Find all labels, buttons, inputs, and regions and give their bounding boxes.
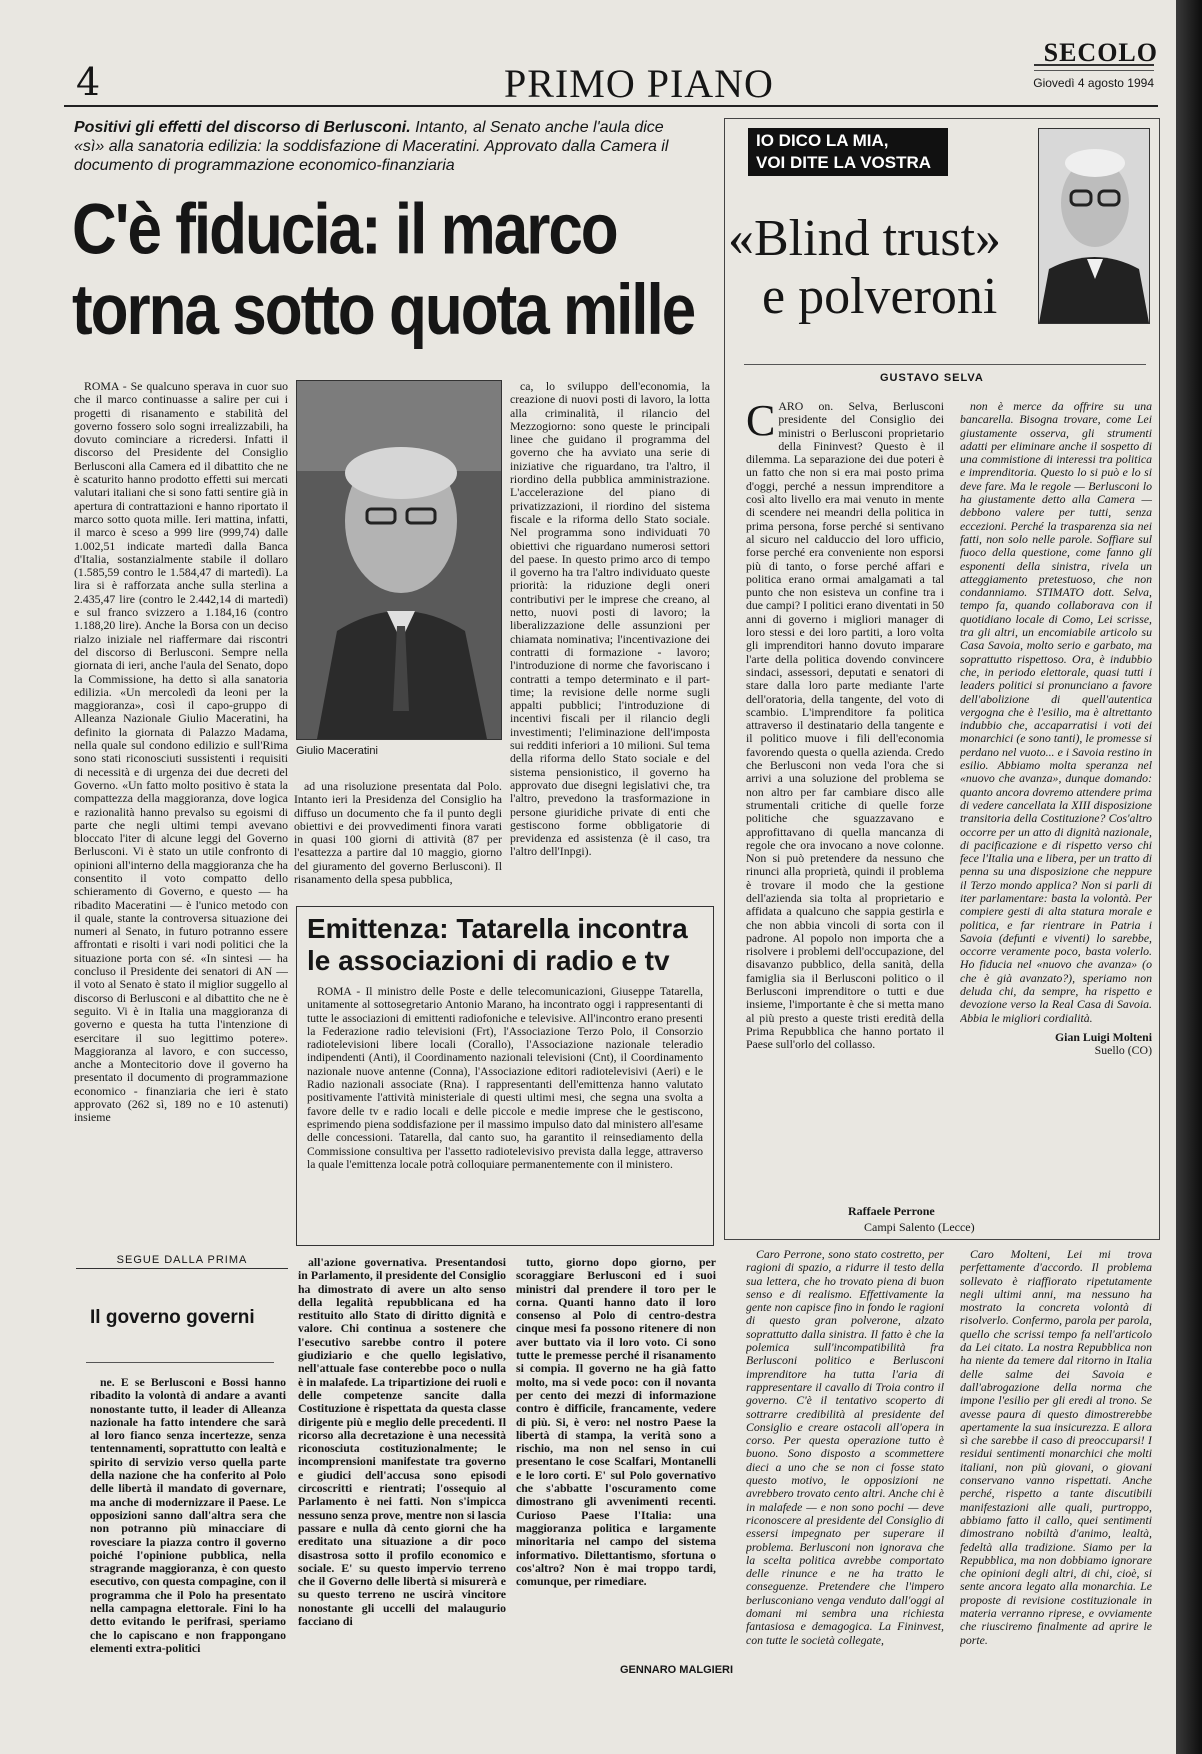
continued-text: ne. E se Berlusconi e Bossi hanno ribadito la volontà di andare a avanti nonostante tutto, il leader di Alleanza nazionale ha fatto intendere che sarà al loro fianco senza incertezze, senza tentennamenti, soprattutto con lealtà e spirito di servizio verso quella parte della nazione che ha conferito al Polo delle libertà il mandato di governare, ma anche di modernizzare il Paese. Le opposizioni sanno dall'altra sera che non potranno più minacciare di rovesciare la piazza contro il governo poiché l'opinione pubblica, nella stragrande maggioranza, è con questo esecutivo, con questa compagine, con il programma che il Polo ha presentato nella campagna elettorale. Fini lo ha detto evitando le perifrasi, speriamo che lo capiscano e non frappongano elementi extra-politici [90, 1376, 286, 1655]
continued-headline: Il governo governi [90, 1307, 255, 1328]
article-column-3 [510, 380, 710, 898]
reply-column [960, 400, 1152, 1230]
article-kicker [74, 118, 674, 175]
kicker-text: Intanto, al Senato anche l'aula dice «sì» alla sanatoria edilizia: la soddisfazione di Maceratini. Approvato dalla Camera il documento di programmazione economico-finanziaria [74, 119, 669, 174]
selva-portrait-illustration [1039, 129, 1149, 323]
continued-column-1 [90, 1376, 286, 1716]
opinion-title-line-1: «Blind trust» [728, 210, 1002, 267]
reply-signer-place: Suello (CO) [1094, 1043, 1152, 1058]
issue-date: Giovedì 4 agosto 1994 [1033, 76, 1154, 90]
opinion-headline [728, 210, 1001, 326]
continued-column-2 [298, 1256, 506, 1716]
continued-text: all'azione governativa. Presentandosi in Parlamento, il presidente del Consiglio ha dimostrato di avere un alto senso della legalità repubblicana ed ha restituito allo Stato di diritto dignità e valore. Chi continua a sostenere che l'esecutivo sarebbe contro il potere giudiziario e che quello legislativo, nell'attuale fase conterebbe poco o nulla è in malafede. La tripartizione dei ruoli e delle competenze sancite dalla Costituzione è rispettata da questa classe dirigente più e meglio delle precedenti. Il ricorso alla decretazione è una necessità riconosciuta costituzionalmente; le incomprensioni manifestate tra governo e giudici dell'accusa sono episodi circoscritti e rientrati; l'ossequio al Parlamento è nei fatti. Non s'impicca nessuno senza prove, mentre non si lascia passare e nulla dà cento giorni che ha ereditato una situazione a dir poco disastrosa sotto il profilo economico e sociale. E' su questo impervio terreno che il Governo delle libertà si misurerà e su questo terreno ne uscirà vincitore nonostante gli uccelli del malaugurio facciano di [298, 1256, 506, 1629]
selva-photo [1038, 128, 1150, 324]
newspaper-name: SECOLO [1043, 38, 1158, 67]
portrait-illustration [297, 381, 501, 739]
headline-line-2: torna sotto quota mille [72, 270, 695, 350]
letter-text: ARO on. Selva, Berlusconi presidente del Consiglio dei ministri o Berlusconi proprietario della Fininvest? Questo è il dilemma. La separazione dei due poteri è un fatto che non si era mai posto prima d'oggi, perché a nessun imprenditore a così alto livello era mai venuto in mente di scendere nei meandri della politica in prima persona, forse perché si sentivano al sicuro nel calduccio del loro ufficio, forse perché era conveniente non esporsi più di tanto, o forse perché affari e politica erano ormai amalgamati a tal punto che non esisteva un confine tra i due campi? I politici erano diventati in 50 anni di governo i migliori manager di loro stessi e dei loro partiti, a loro volta gli imprenditori hanno dovuto imparare l'arte della politica dovendo convincere sindaci, assessori, deputati e senatori di stare dalla loro parte mediante l'arte dell'oratoria, della tangente, del voto di scambio. L'imprenditore fa politica attraverso il destinatario della tangente e il politico muove i fili dell'economia favorendo questa o quella azienda. Credo che Berlusconi non veda l'ora che si arrivi a una soluzione del problema se non altro per far cambiare disco alle strumentali critiche di quelle forze politiche che sguazzavano e approfittavano di quella mancanza di regole che ora invocano a nove colonne. Non si può pretendere da nessuno che rinunci alla proprietà, quindi il problema è trovare il modo che la gestione dell'azienda sia tolta al proprietario e affidata a qualcuno che sappia gestirla e che non abbia vincoli di sorta con il padrone. Al popolo non importa che a risolvere i problemi dell'occupazione, del disavanzo pubblico, della sanità, della famiglia sia il Berlusconi politico o il Berlusconi imprenditore o tutti e due insieme, l'importante è che si metta mano al più presto a queste tristi eredità della Prima Repubblica che hanno portato il Paese sull'orlo del collasso. [746, 400, 944, 1052]
continued-text: tutto, giorno dopo giorno, per scoraggiare Berlusconi ed i suoi ministri dal prendere il toro per le corna. Quanti hanno dato il loro consenso al Polo di centro-destra cinque mesi fa possono ritenere di non aver buttato via il loro voto. Ci sono tutte le premesse perché il risanamento si compia. Il governo ne ha già fatto molto, ma si vede poco: con il novanta per cento dei mezzi di informazione contro è difficile, francamente, vedere di più. Si, è vero: nel nostro Paese la libertà di stampa, la verità sono a rischio, ma non nel senso in cui presentano le cose Scalfari, Montanelli e le loro corti. E' sul Polo governativo che s'abbatte l'oscuramento come dimostrano gli avvenimenti recenti. Curioso Paese l'Italia: una maggioranza politica e largamente minoritaria nel campo del sistema informativo. Dilettantismo, sfortuna o cos'altro? Non è mai troppo tardi, comunque, per rimediare. [516, 1256, 716, 1589]
newspaper-logo-rule [1034, 64, 1154, 71]
maceratini-photo [296, 380, 502, 740]
rubric-header [748, 128, 948, 176]
reply-perrone-column [746, 1248, 944, 1718]
box-headline: Emittenza: Tatarella incontra le associazioni di radio e tv [307, 913, 688, 976]
kicker-bold: Positivi gli effetti del discorso di Berlusconi. [74, 119, 411, 136]
page-binding [1176, 0, 1202, 1754]
headline-line-1: C'è fiducia: il marco [72, 190, 617, 270]
opinion-rule [744, 364, 1146, 365]
letter-signer-place: Campi Salento (Lecce) [864, 1220, 975, 1234]
rubric-line-1: IO DICO LA MIA, [756, 131, 889, 150]
photo-caption: Giulio Maceratini [296, 745, 378, 757]
continued-label: SEGUE DALLA PRIMA [76, 1254, 288, 1269]
box-text: ROMA - Il ministro delle Poste e delle telecomunicazioni, Giuseppe Tatarella, unitamente al sottosegretario Antonio Marano, ha incontrato oggi i rappresentanti di tutte le associazioni di emittenti radiofoniche e televisive. All'incontro erano presenti la Federazione radio televisioni (Frt), l'Associazione Terzo Polo, il Consorzio radiotelevisioni libere locali (Corallo), l'Associazione nazionale teleradio indipendenti (Anti), il Coordinamento nazionali televisioni (Cnt), il Coordinamento nazionale nuove antenne (Conna), l'Associazione editori radiotelevisivi (Aeri) e le Radio nazionali associate (Rna). I rappresentanti dell'emittenza hanno valutato positivamente l'attività ministeriale di questi ultimi mesi, che segna una svolta a favore delle tv e radio locali e delle piccole e medie imprese che le gestiscono, esprimendo piena soddisfazione per il massimo impulso dato dal ministero all'esame delle concessioni. Tatarella, dal canto suo, ha garantito il reinsediamento della Commissione consultiva per l'assetto radiotelevisivo prevista dalla legge, attraverso la quale l'emittenza locale potrà colloquiare permanentemente con il ministero. [307, 985, 703, 1171]
opinion-byline: GUSTAVO SELVA [880, 372, 984, 384]
opinion-title-line-2: e polveroni [762, 268, 998, 325]
page-number: 4 [76, 60, 101, 104]
article-column-2 [294, 780, 502, 898]
article-column-1 [74, 380, 288, 1248]
reply-perrone-text: Caro Perrone, sono stato costretto, per ragioni di spazio, a ridurre il testo della sua lettera, che ho trovato piena di buon senso e di realismo. Effettivamente la gente non capisce fino in fondo le ragioni di questo gran polverone, alzato soprattutto dalla sinistra. Il fatto è che la polemica sull'incompatibilità fra Berlusconi politico e Berlusconi imprenditore ha tutta l'aria di rappresentare il cavallo di Troia contro il governo. C'è il tentativo scoperto di sottrarre credibilità al presidente del Consiglio e creare ostacoli all'opera in corso. Per questa operazione tutto è buono. Sono disposto a scommettere dieci a uno che se non ci fosse stato questo motivo, le opposizioni ne avrebbero trovato cento altri. Anche chi è in malafede — e non sono pochi — deve riconoscere al presidente del Consiglio di essersi impegnato per superare il problema. Berlusconi non ignorava che la scelta politica avrebbe comportato delle rinunce e ne ha tratto le conseguenze. Pretendere che l'impero berlusconiano venga venduto dall'oggi al domani mi sembra una richiesta fantasiosa e demagogica. La Fininvest, con tutte le società collegate, [746, 1248, 944, 1647]
main-headline [72, 190, 712, 351]
box-body [307, 985, 703, 1235]
article-text: ca, lo sviluppo dell'economia, la creazione di nuovi posti di lavoro, la lotta alla criminalità, il rilancio del Mezzogiorno: sono queste le principali linee che guidano il programma del governo che ha avviato una serie di iniziative che riguardano, tra l'altro, il riordino della pubblica amministrazione. L'accelerazione del piano di privatizzazioni, il riordino del sistema fiscale e la riforma dello Stato sociale. Nel programma sono individuati 70 obiettivi che riguardano numerosi settori del paese. In questo primo arco di tempo il governo ha tra l'altro individuato queste priorità: la riduzione degli oneri contributivi per le imprese che creano, al netto, nuovi posti di lavoro; la liberalizzazione delle assunzioni per chiamata nominativa; l'incentivazione dei contratti di formazione - lavoro; l'introduzione di norme che favoriscano i contratti a tempo determinato e il part-time; la revisione delle norme sugli appalti pubblici; l'introduzione di incentivi fiscali per il rilancio degli investimenti; l'eliminazione dell'imposta sui redditi inferiori a 10 milioni. Sul tema della riforma dello Stato sociale e del sistema pensionistico, il governo ha approvato due disegni legislativi che, tra l'altro, prevedono la trasformazione in persone giuridiche private di enti che gestiscono forme obbligatorie di previdenza ed assistenza (è il caso, tra l'altro dell'Inpgi). [510, 380, 710, 859]
article-text: ad una risoluzione presentata dal Polo. Intanto ieri la Presidenza del Consiglio ha diffuso un documento che fa il punto degli obiettivi e dei provvedimenti finora varati in quasi 100 giorni di attività (87 per l'esattezza a partire dal 10 maggio, giorno del giuramento del governo Berlusconi). Il risanamento della spesa pubblica, [294, 780, 502, 887]
reply-molteni-column [960, 1248, 1152, 1718]
reply-signer: Gian Luigi Molteni [1054, 1029, 1152, 1044]
letter-signer: Raffaele Perrone [848, 1204, 935, 1218]
header-rule [64, 105, 1158, 107]
reply-molteni-text: Caro Molteni, Lei mi trova perfettamente d'accordo. Il problema sollevato è riaffiorato ripetutamente negli ultimi anni, ma nessuno ha mostrato la concreta volontà di risolverlo. Confermo, parola per parola, quello che scrissi tempo fa nell'articolo da Lei citato. La nostra Repubblica non ha niente da temere dal ritorno in Italia delle salme dei Savoia e dall'abrogazione della norma che impone l'esilio per gli eredi al trono. Se avesse paura di questo dimostrerebbe apertamente la sua insicurezza. E allora sì che sarebbe il caso di preoccuparsi! I residui sentimenti monarchici che molti italiani, non più giovani, o giovani conservano vanno rispettati. Anche perché, rispetto a tante discutibili manifestazioni alle quali, purtroppo, abbiamo fatto il callo, quei sentimenti dimostrano nobiltà d'animo, lealtà, fedeltà alla tradizione. Siamo per la Repubblica, ma non dobbiamo ignorare che opinioni degli altri, di chi, cioè, si sente ancora legato alla monarchia. Le proposte di revisione costituzionale in materia verranno riprese, e ovviamente che riusciremo finalmente ad aprire le porte. [960, 1248, 1152, 1647]
emittenza-box [296, 906, 714, 1246]
continued-column-3 [516, 1256, 716, 1654]
rubric-line-2: VOI DITE LA VOSTRA [756, 153, 932, 172]
section-title: PRIMO PIANO [504, 61, 774, 106]
drop-cap: C [746, 400, 776, 445]
reply-text: non è merce da offrire su una bancarella. Bisogna trovare, come Lei giustamente osserva, gli strumenti adatti per eliminare anche il sospetto di una commistione di interessi tra politica e imprenditoria. Questo lo si può e lo si deve fare. Ma le regole — Berlusconi lo ha giustamente detto alla Camera — debbono valere per tutti, senza eccezioni. Perché la trasparenza sia nei fatti, non solo nelle parole. Soffiare sul fuoco della questione, come fanno gli esponenti della sinistra, rivela un atteggiamento pretestuoso, che non condanniamo. STIMATO dott. Selva, tempo fa, quando collaborava con il quotidiano locale di Como, Lei scrisse, tra gli altri, un encomiabile articolo su Casa Savoia, molto serio e garbato, ma soprattutto rispettoso. Ora, è indubbio che, in periodo elettorale, quasi tutti i leaders politici si pronunciano a favore dell'abolizione di quell'autentica vergogna che è l'esilio, ma è altrettanto indubbio che, accaparratisi i voti dei monarchici (e sono tanti), le promesse si perdano nel vuoto... e i Savoia restino in esilio. Abbiamo molta speranza nel «nuovo che avanza», dunque domando: quanto ancora dovremo attendere prima di vedere cancellata la XIII disposizione transitoria della Costituzione? Cos'altro occorre per un atto di dignità nazionale, di pacificazione e di rispetto verso chi fece l'Italia una e libera, per un tratto di penna su una disposizione che neppure il Terzo mondo applica? Non si parli di iter parlamentare: basta la volontà. Per compiere gesti di alta statura morale e politica, e far rientrare in Patria i Savoia (defunti e viventi) lo sarebbe, occorre veramente poco, basta volerlo. Ho fiducia nel «nuovo che avanza» (o che è già avanzato?), speriamo non deluda chi, da sempre, ha rispetto e devozione verso la Real Casa di Savoia. Abbia le migliori cordialità. [960, 400, 1152, 1025]
letter-column [746, 400, 944, 1200]
continued-signer: GENNARO MALGIERI [620, 1664, 734, 1676]
continued-rule [86, 1362, 274, 1363]
article-text: ROMA - Se qualcuno sperava in cuor suo che il marco continuasse a salire per cui i progetti di risanamento e stabilità del governo fossero solo sogni irrealizzabili, ha dovuto cominciare a ricredersi. Infatti il discorso del Presidente del Consiglio Berlusconi alla Camera ed il dibattito che ne è scaturito hanno prodotto effetti sui mercati valutari italiani che si sono fatti sentire già in apertura di contrattazioni e hanno riportato il marco sotto quota mille. Ieri mattina, infatti, il marco è sceso a 999 lire (999,74) dalle 1.002,51 indicate martedì dalla Banca d'Italia, sostanzialmente stabile il dollaro (1.585,59 contro le 1.584,47 di martedì). La lira si è rafforzata anche sulla sterlina a 2.435,47 lire (contro le 2.442,14 di martedì) e sul franco svizzero a 1.184,16 (contro 1.188,20 lire). Anche la Borsa con un deciso rialzo iniziale nel riaffermare dai riscontri del discorso di Berlusconi. Sempre nella giornata di ieri, anche l'aula del Senato, dopo la Commissione, ha detto sì alla sanatoria edilizia. «Un mercoledì da leoni per la maggioranza», così il capo-gruppo di Alleanza Nazionale Giulio Maceratini, ha definito la giornata di Palazzo Madama, nella quale sul condono edilizio e sull'Rima sono stati riconosciuti sussistenti i requisiti di necessità e di urgenza dei due decreti del Governo. «Un fatto molto positivo è stata la compattezza della maggioranza, dove logica e razionalità hanno prevalso su egoismi di parte che negli ultimi tempi avevano bloccato l'iter di alcune leggi del Governo Berlusconi. Vi è stato un utile confronto di opinioni all'interno della maggioranza che ha consentito il voto compatto dello schieramento di Governo, e questo — ha ribadito Maceratini — è l'unico metodo con il quale, stante la controversa situazione dei numeri al Senato, in futuro potranno essere affrontati e risolti i vari nodi politici che la situazione porta con sé. «In sintesi — ha concluso il Presidente dei senatori di AN — il voto al Senato è stato il miglior suggello al discorso di Berlusconi e al dibattito che ne è seguito. Vi è in Italia una maggioranza di governo e questa ha tutta l'intenzione di esercitare il suo legittimo potere». Maggioranza al lavoro, e con successo, anche a Montecitorio dove il governo ha presentato il documento di programmazione economico - finanziaria che ieri è stato approvato (262 sì, 189 no e 10 astenuti) insieme [74, 380, 288, 1125]
